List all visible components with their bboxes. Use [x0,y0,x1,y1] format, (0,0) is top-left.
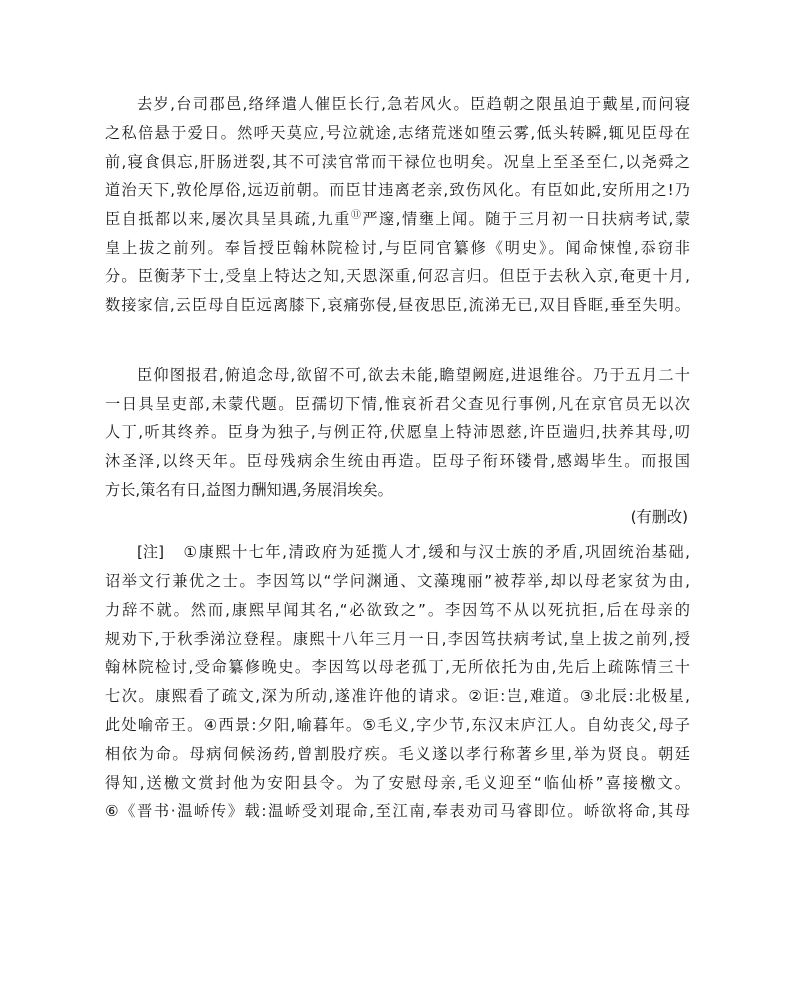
para2-line-4: 沐圣泽,以终天年。臣母残病余生统由再造。臣母子衔环镂骨,感竭毕生。而报国 [105,452,690,470]
para2-line-3: 人丁,听其终养。臣身为独子,与例正符,伏愿皇上特沛恩慈,许臣遄归,扶养其母,叨 [105,423,690,441]
para1-line-5 [105,209,690,229]
notes-line-7: 此处喻帝王。④西景:夕阳,喻暮年。⑤毛义,字少节,东汉末庐江人。自幼丧父,母子 [105,716,690,734]
notes-line-8: 相依为命。母病伺候汤药,曾割股疗疾。毛义遂以孝行称著乡里,举为贤良。朝廷 [105,745,690,763]
para1-line-5-start: 臣自抵都以来,屡次具呈具疏,九重 [105,210,351,228]
notes-line-6: 七次。康熙看了疏文,深为所动,遂准许他的请求。②讵:岂,难道。③北辰:北极星, [105,687,690,705]
para2-line-1: 臣仰图报君,俯追念母,欲留不可,欲去未能,瞻望阙庭,进退维谷。乃于五月二十 [137,366,690,384]
notes-tag: [注] [137,543,165,561]
notes-line-2: 诏举文行兼优之士。李因笃以“学问渊通、文藻瑰丽”被荐举,却以母老家贫为由, [105,572,690,590]
para1-line-2: 之私倍悬于爱日。然呼天莫应,号泣就途,志绪荒迷如堕云雾,低头转瞬,辄见臣母在 [105,124,690,142]
para1-line-3: 前,寝食俱忘,肝肠迸裂,其不可渎官常而干禄位也明矣。况皇上至圣至仁,以尧舜之 [105,153,690,171]
notes-line-1-text: ①康熙十七年,清政府为延揽人才,缓和与汉士族的矛盾,巩固统治基础, [182,543,690,561]
para1-line-8: 数接家信,云臣母自臣远离膝下,哀痛弥侵,昼夜思臣,流涕无已,双目昏眶,垂至失明。 [105,296,690,314]
para1-line-6: 皇上拔之前列。奉旨授臣翰林院检讨,与臣同官纂修《明史》。闻命悚惶,忝窃非 [105,239,690,257]
para1-line-7: 分。臣衡茅下士,受皇上特达之知,天恩深重,何忍言归。但臣于去秋入京,奄更十月, [105,267,690,285]
notes-line-10: ⑥《晋书·温峤传》载:温峤受刘琨命,至江南,奉表劝司马睿即位。峤欲将命,其母 [105,802,690,820]
para1-line-4: 道治天下,敦伦厚俗,远迈前朝。而臣甘违离老亲,致伤风化。有臣如此,安所用之!乃 [105,181,690,199]
notes-line-5: 翰林院检讨,受命纂修晚史。李因笃以母老孤丁,无所依托为由,先后上疏陈情三十 [105,658,690,676]
source-note: (有删改) [630,508,688,526]
para1-line-5-end: 严邃,情壅上闻。随于三月初一日扶病考试,蒙 [362,210,690,228]
footnote-marker: ⑪ [350,210,363,221]
notes-line-3: 力辞不就。然而,康熙早闻其名,“必欲致之”。李因笃不从以死抗拒,后在母亲的 [105,601,690,619]
para2-line-5: 方长,策名有日,益图力酬知遇,务展涓埃矣。 [105,481,393,499]
notes-line-4: 规劝下,于秋季涕泣登程。康熙十八年三月一日,李因笃扶病考试,皇上拔之前列,授 [105,630,690,648]
para1-line-1: 去岁,台司郡邑,络绎遣人催臣长行,急若风火。臣趋朝之限虽迫于戴星,而问寝 [137,95,690,113]
notes-line-1 [137,542,690,562]
notes-line-9: 得知,送檄文赏封他为安阳县令。为了安慰母亲,毛义迎至“临仙桥”喜接檄文。 [105,774,690,792]
para2-line-2: 一日具呈吏部,未蒙代题。臣孺切下情,惟哀祈君父查见行事例,凡在京官员无以次 [105,395,690,413]
